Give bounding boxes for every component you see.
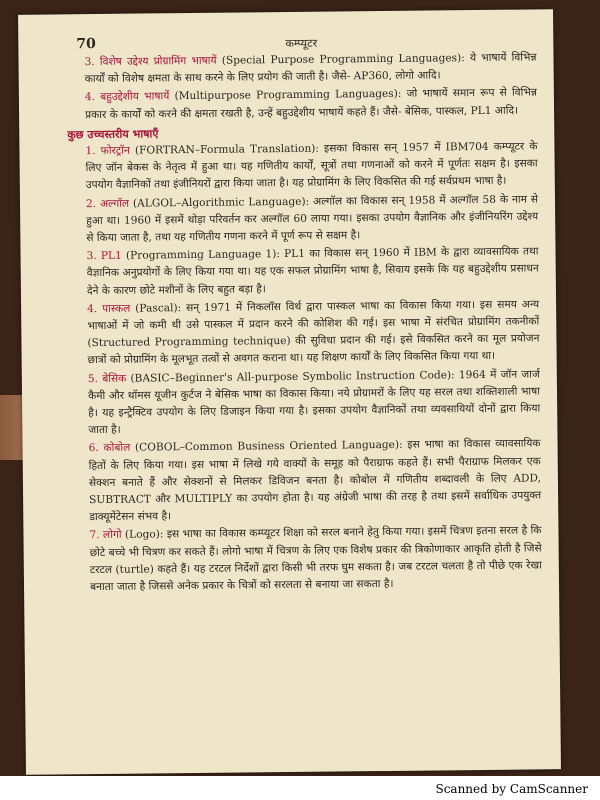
subheading: कुछ उच्चस्तरीय भाषाएँ	[67, 127, 159, 142]
paragraph-lead: 4. बहुउद्देशीय भाषायें	[84, 90, 170, 104]
language-lead: 3. PL1	[86, 249, 122, 263]
language-cobol	[70, 436, 541, 527]
language-lead: 6. कोबोल	[88, 442, 131, 455]
language-pl1	[68, 244, 539, 301]
paragraph-text: (Multipurpose Programming Languages): जो भाषायें समान रूप से विभिन्न प्रकार के कार्यों को करने की क्षमता रखती है, उन्हें बहुउद्देशीय भाषायें कहते हैं। जैसे- बेसिक, पास्कल, PL1 आदि।	[85, 86, 537, 121]
language-lead: 5. बेसिक	[87, 372, 127, 385]
language-text: (Pascal): सन् 1971 में निकलॉस विर्थ द्वारा पास्कल भाषा का विकास किया गया। इस समय अन्य भाषाओं में जो कमी थी उसे पास्कल में प्रदान करने की कोशिश की गई। इस भाषा में संरचित प्रोग्रामिंग तकनीकों (Structured Programming technique) की सुविधा प्रदान की गई। इसे विकसित करने का मूल प्रयोजन छात्रों को प्रोग्रामिंग के मूलभूत तत्वों से अवगत कराना था। यह शिक्षण कार्यों के लिए विकसित किया गया था।	[87, 298, 540, 367]
language-lead: 4. पास्कल	[87, 302, 131, 315]
page-body	[66, 49, 542, 596]
book-page	[18, 9, 561, 775]
running-title: कम्प्यूटर	[285, 36, 318, 51]
language-text: (Programming Language 1): PL1 का विकास सन् 1960 में IBM के द्वारा व्यावसायिक तथा वैज्ञानिक अनुप्रयोगों के लिए किया गया था। यह एक सफल प्रोग्रामिंग भाषा है, सिवाय इसके कि यह बहुउद्देशीय प्रसाधन देने के कारण छोटे मशीनों के लिए बहुत बड़ा है।	[86, 245, 539, 297]
language-text: (BASIC–Beginner's All-purpose Symbolic Instruction Code): 1964 में जॉन जार्ज कैमी और थॉमस यूजीन कुर्टज ने बेसिक भाषा का विकास किया। नये प्रोग्रामरों के लिए यह सरल तथा शक्तिशाली भाषा है। यह इन्ट्रैक्टिव उपयोग के लिए डिजाइन किया गया है। इसका उपयोग वैज्ञानिकों तथा व्यवसायियों दोनों द्वारा किया जाता है।	[87, 368, 541, 437]
language-text: (COBOL–Common Business Oriented Language): इस भाषा का विकास व्यावसायिक हितों के लिए किया गया। इस भाषा में लिखे गये वाक्यों के समूह को पैराग्राफ कहते हैं। सभी पैराग्राफ मिलकर एक सेक्शन बनाते हैं और सेक्शनों से मिलकर डिविजन बनता है। कोबोल में गणितीय शब्दावली के लिए ADD, SUBTRACT और MULTIPLY का उपयोग होता है। यह अंग्रेजी भाषा की तरह है तथा इसमें सर्वाधिक उपयुक्त डाक्यूमेंटेसन संभव है।	[88, 437, 542, 524]
scanner-watermark: Scanned by CamScanner	[435, 782, 588, 796]
language-text: (Logo): इस भाषा का विकास कम्प्यूटर शिक्षा को सरल बनाने हेतु किया गया। इसमें चित्रण इतना सरल है कि छोटे बच्चे भी चित्रण कर सकते हैं। लोगो भाषा में चित्रण के लिए एक विशेष प्रकार की त्रिकोणाकार आकृति होती है जिसे टरटल (turtle) कहते हैं। यह टरटल निर्देशों द्वारा किसी भी तरफ घुम सकता है। जब टरटल चलता है तो पीछे एक रेखा बनाता जाता है जिससे अनेक प्रकार के चित्रों को सरलता से बनाया जा सकता है।	[89, 524, 542, 594]
language-logo	[71, 523, 542, 597]
language-text: (FORTRAN–Formula Translation): इसका विकास सन् 1957 में IBM704 कम्प्यूटर के लिए जॉन बेकस के नेतृत्व में हुआ था। यह गणितीय कार्यों, सूत्रों तथा गणनाओं को करने में पूर्णतः सक्षम है। इसका उपयोग वैज्ञानिकों तथा इंजीनियरों द्वारा किया जाता है। यह प्रोग्रामिंग के लिए विकसित की गई सर्वप्रथम भाषा है।	[85, 140, 538, 192]
language-lead: 7. लोगो	[89, 529, 122, 542]
page-number: 70	[76, 36, 96, 53]
language-lead: 1. फोरट्रॉन	[85, 144, 130, 158]
language-algol	[68, 191, 539, 248]
language-basic	[70, 366, 541, 440]
language-fortran	[67, 138, 538, 195]
paragraph-multipurpose	[67, 85, 537, 124]
language-text: (ALGOL–Algorithmic Language): अल्गॉल का विकास सन् 1958 में अल्गॉल 58 के नाम से हुआ था। 1960 में इसमें थोड़ा परिवर्तन कर अल्गॉल 60 लाया गया। इसका उपयोग वैज्ञानिक और इंजीनियरिंग उद्देश्य से किया जाता है, तथा यह गणितीय गणना करने में पूर्ण रूप से सक्षम है।	[86, 193, 539, 245]
language-lead: 2. अल्गॉल	[85, 197, 130, 210]
paragraph-text: (Special Purpose Programming Languages): ये भाषायें विभिन्न कार्यों को विशेष क्षमता के साथ करने के लिए प्रयोग की जाती है। जैसे- AP360, लोगो आदि।	[84, 51, 537, 86]
paragraph-lead: 3. विशेष उद्देश्य प्रोग्रामिंग भाषायें	[84, 54, 217, 69]
paragraph-special-purpose	[66, 49, 536, 88]
language-pascal	[69, 296, 540, 370]
